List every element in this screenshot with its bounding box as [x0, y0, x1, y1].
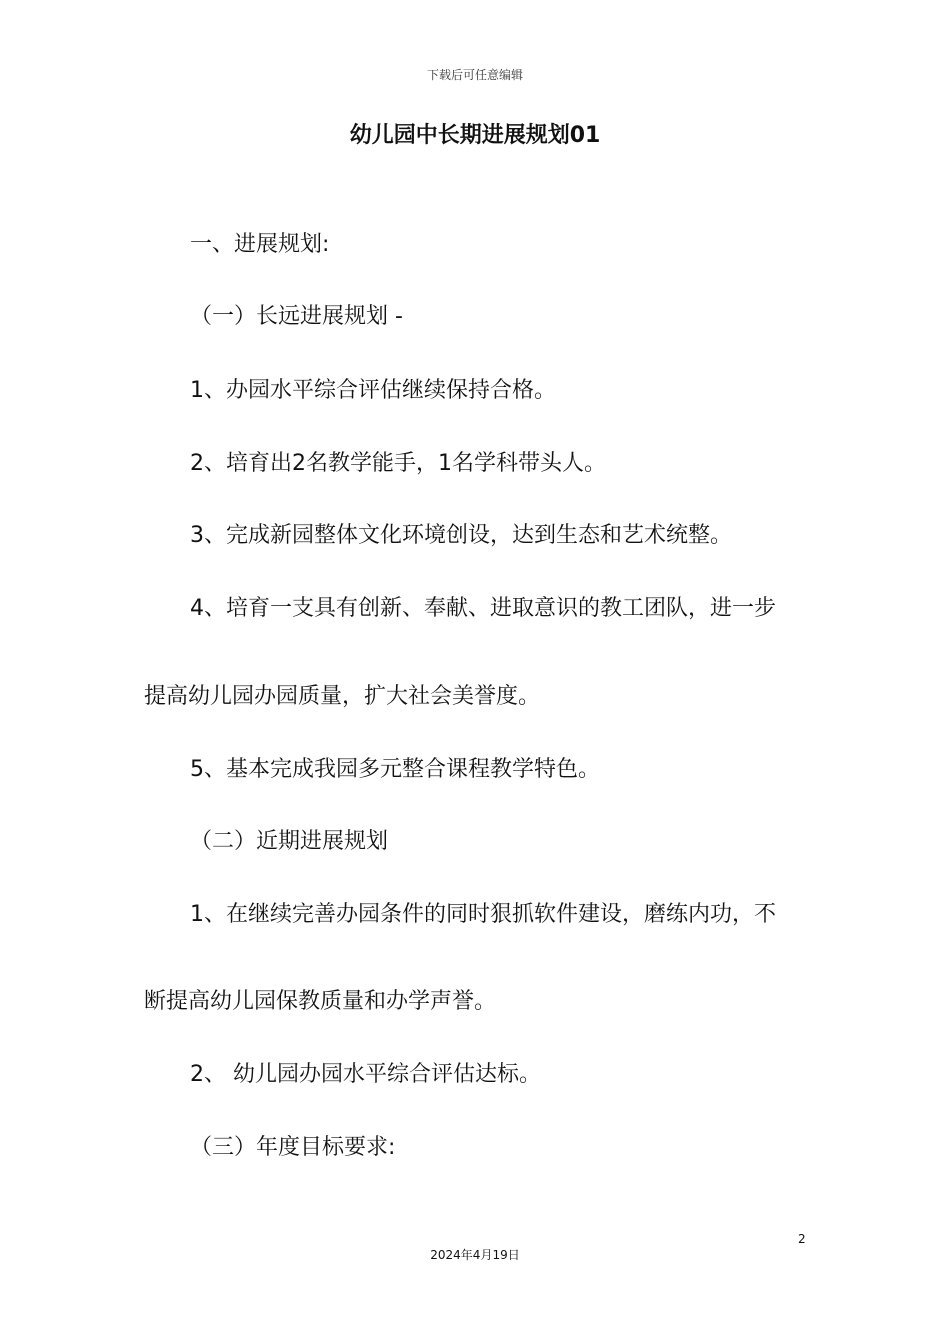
paragraph-line: 2、 幼儿园办园水平综合评估达标。: [190, 1062, 541, 1087]
subsection-heading: （二）近期进展规划: [190, 829, 389, 854]
footer-date: 2024年4月19日: [430, 1248, 520, 1262]
subsection-heading: （一）长远进展规划 -: [190, 304, 403, 329]
document-title: 幼儿园中长期进展规划01: [349, 123, 601, 148]
paragraph-line: 5、基本完成我园多元整合课程教学特色。: [190, 757, 600, 782]
paragraph-line: 3、完成新园整体文化环境创设，达到生态和艺术统整。: [190, 523, 732, 548]
page-header: 下载后可任意编辑: [426, 68, 523, 82]
paragraph-line: 断提高幼儿园保教质量和办学声誉。: [144, 989, 497, 1014]
paragraph-line: 1、在继续完善办园条件的同时狠抓软件建设，磨练内功，不: [190, 902, 776, 927]
page-number: 2: [798, 1232, 806, 1246]
paragraph-line: 4、培育一支具有创新、奉献、进取意识的教工团队，进一步: [190, 596, 776, 621]
section-heading: 一、进展规划:: [190, 232, 330, 257]
paragraph-line: 2、培育出2名教学能手，1名学科带头人。: [190, 451, 606, 476]
subsection-heading: （三）年度目标要求:: [190, 1135, 396, 1160]
paragraph-line: 1、办园水平综合评估继续保持合格。: [190, 378, 556, 403]
paragraph-line: 提高幼儿园办园质量，扩大社会美誉度。: [144, 684, 541, 709]
